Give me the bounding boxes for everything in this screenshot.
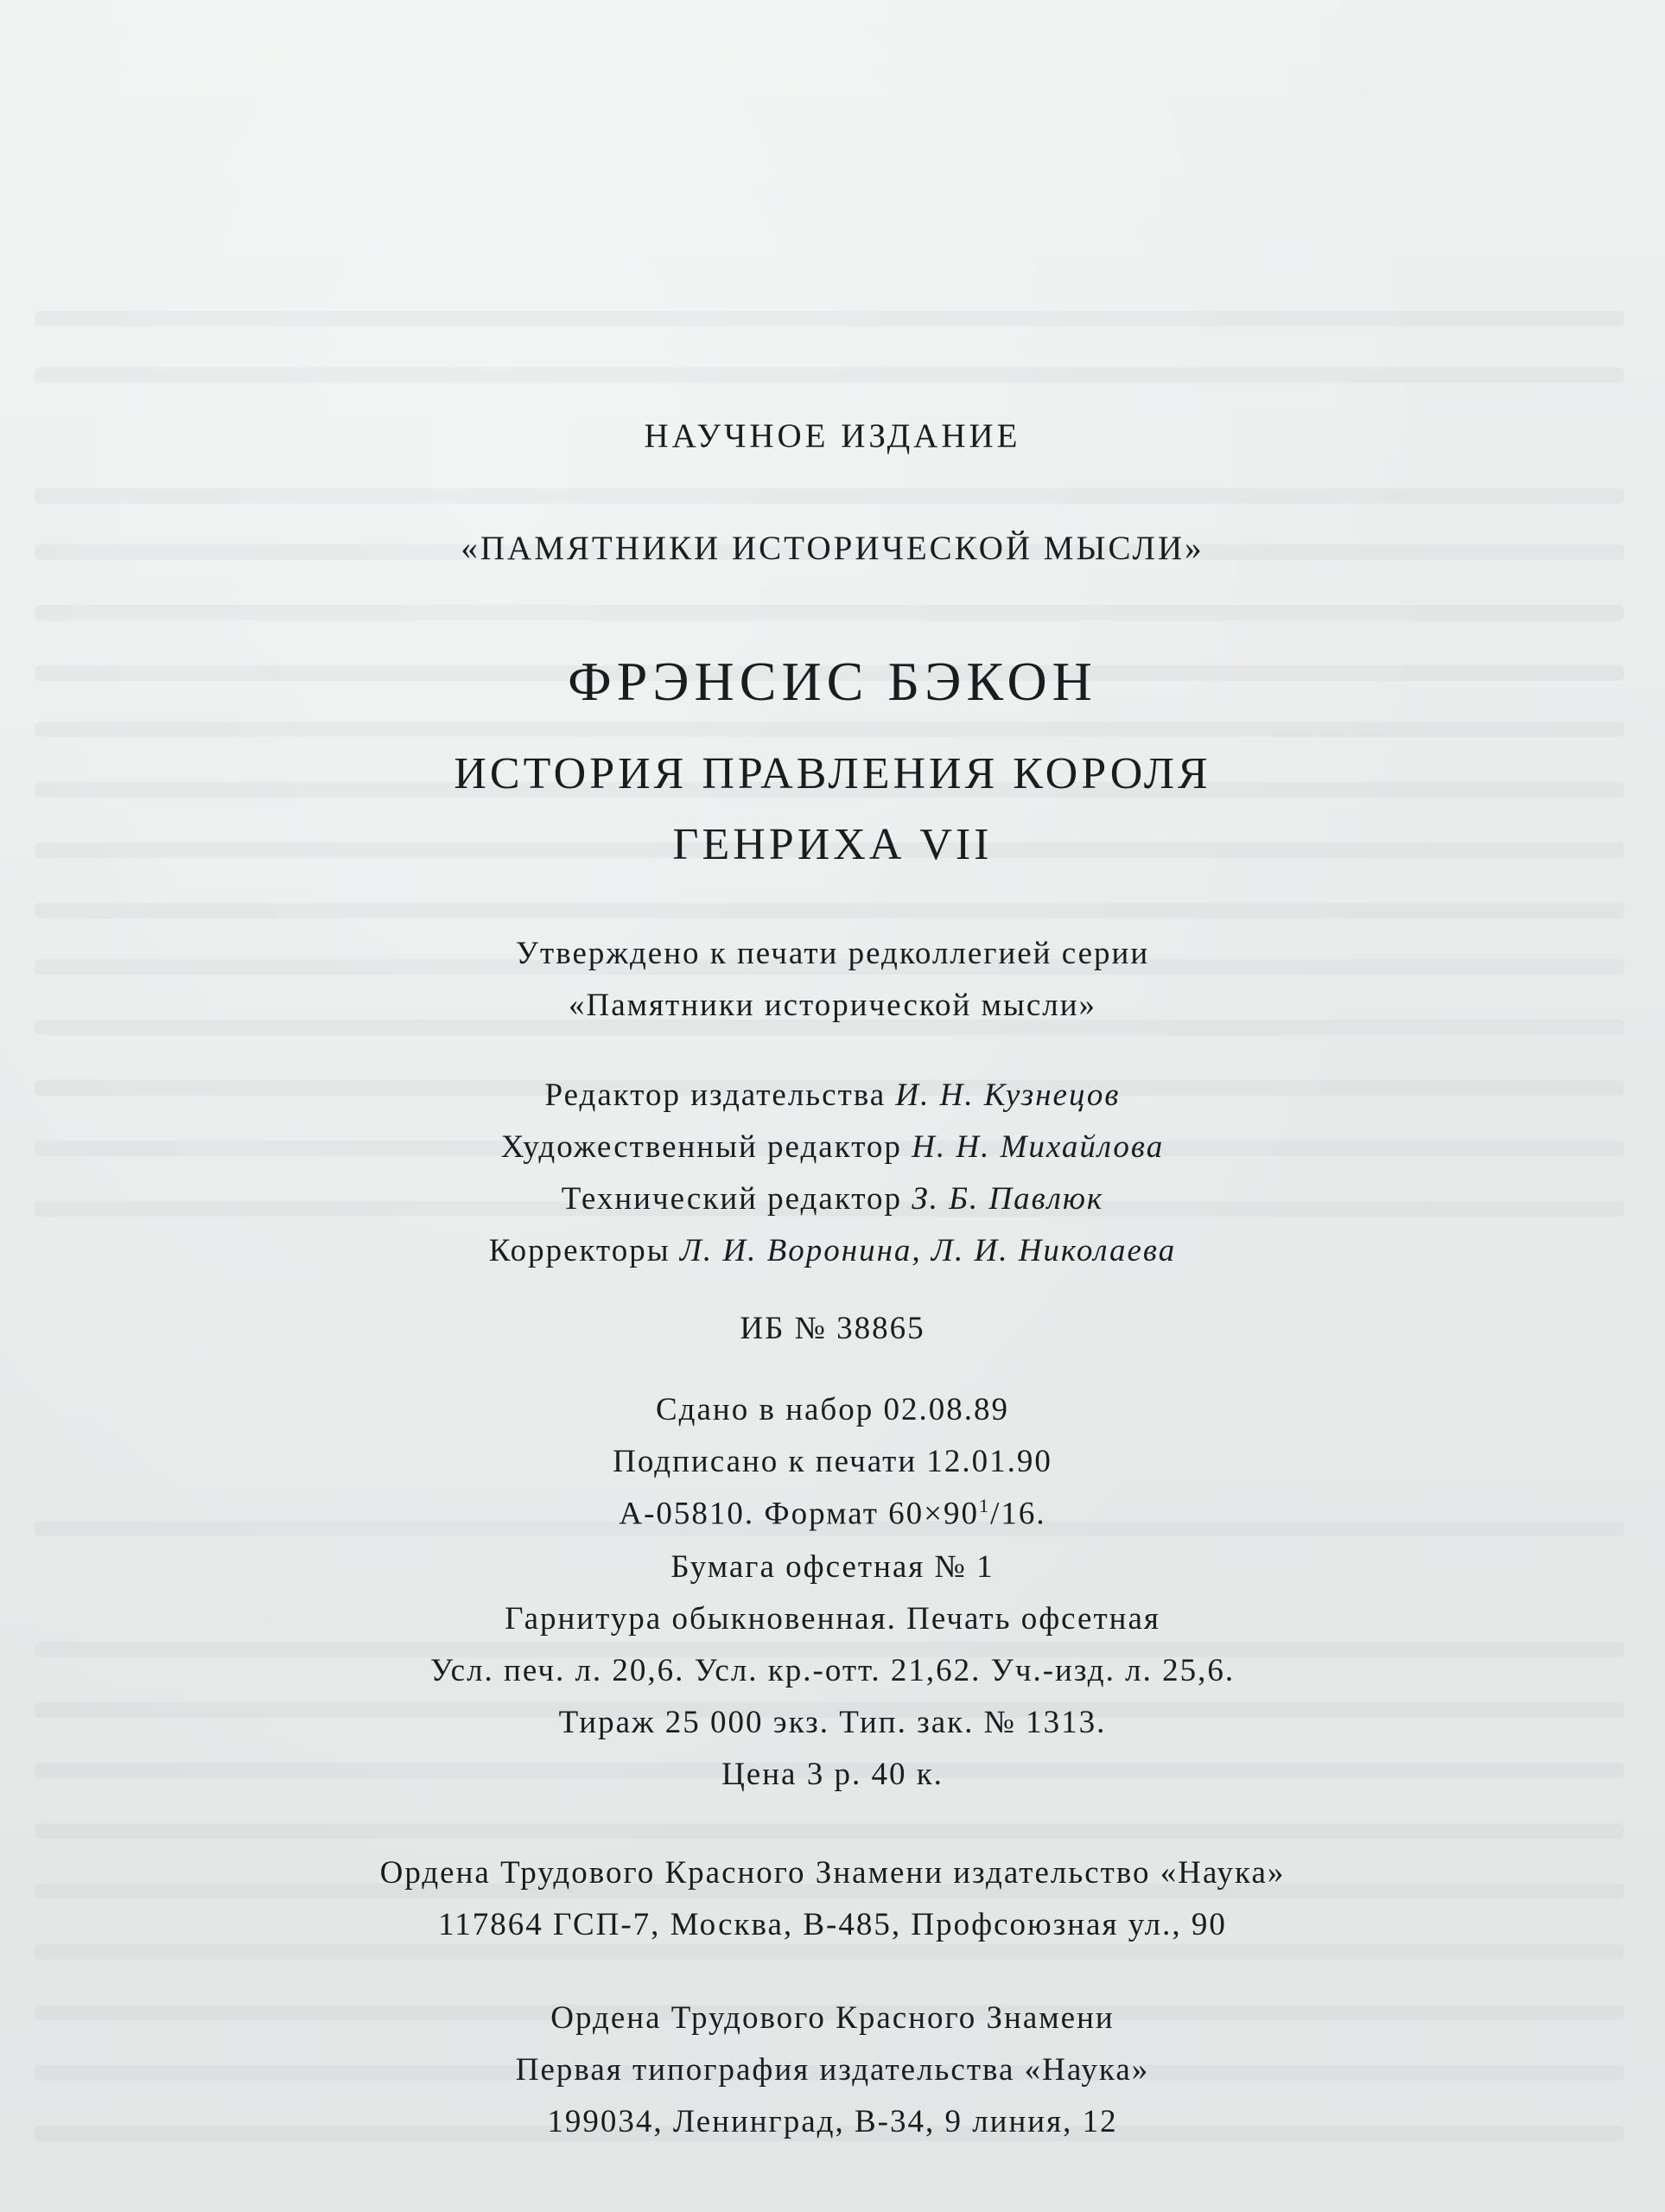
paper-type: Бумага офсетная № 1: [670, 1549, 995, 1585]
tech-editor-line: [0, 1180, 1665, 1217]
format-line: [0, 1495, 1665, 1532]
series-title: «ПАМЯТНИКИ ИСТОРИЧЕСКОЙ МЫСЛИ»: [461, 530, 1204, 567]
proofreaders-names: Л. И. Воронина, Л. И. Николаева: [679, 1233, 1177, 1268]
price: Цена 3 р. 40 к.: [721, 1757, 944, 1792]
approved-line2: «Памятники исторической мысли»: [568, 988, 1097, 1023]
print-run: Тираж 25 000 экз. Тип. зак. № 1313.: [558, 1705, 1107, 1740]
author-name: ФРЭНСИС БЭКОН: [568, 651, 1097, 712]
approved-line1: Утверждено к печати редколлегией серии: [515, 936, 1150, 971]
printer-name: Первая типография издательства «Наука»: [515, 2052, 1150, 2088]
proofreaders-line: [0, 1232, 1665, 1269]
format-suffix: /16.: [990, 1496, 1046, 1532]
editor-name: И. Н. Кузнецов: [895, 1077, 1121, 1113]
book-title-line1: ИСТОРИЯ ПРАВЛЕНИЯ КОРОЛЯ: [454, 749, 1211, 798]
signed-date: Подписано к печати 12.01.90: [613, 1444, 1052, 1479]
art-editor-role: Художественный редактор: [500, 1129, 902, 1165]
tech-editor-name: З. Б. Павлюк: [912, 1181, 1104, 1217]
art-editor-name: Н. Н. Михайлова: [912, 1129, 1165, 1165]
book-title-line2: ГЕНРИХА VII: [672, 820, 993, 869]
publisher-address: 117864 ГСП-7, Москва, В-485, Профсоюзная ул., 90: [438, 1907, 1227, 1942]
sheets-info: Усл. печ. л. 20,6. Усл. кр.-отт. 21,62. Уч.-изд. л. 25,6.: [429, 1653, 1236, 1688]
format-prefix: А-05810. Формат 60×90: [619, 1496, 979, 1532]
format-superscript: 1: [979, 1495, 991, 1516]
edition-type-label: НАУЧНОЕ ИЗДАНИЕ: [644, 417, 1021, 454]
typeface-info: Гарнитура обыкновенная. Печать офсетная: [505, 1601, 1160, 1637]
ib-number: ИБ № 38865: [740, 1311, 925, 1346]
proofreaders-role: Корректоры: [488, 1233, 670, 1268]
art-editor-line: [0, 1128, 1665, 1166]
publisher-name: Ордена Трудового Красного Знамени издательство «Наука»: [379, 1855, 1286, 1891]
editor-role: Редактор издательства: [544, 1077, 887, 1113]
printer-order: Ордена Трудового Красного Знамени: [550, 2000, 1115, 2036]
editor-line: [0, 1077, 1665, 1114]
typeset-date: Сдано в набор 02.08.89: [656, 1392, 1009, 1427]
tech-editor-role: Технический редактор: [561, 1181, 903, 1217]
printer-address: 199034, Ленинград, В-34, 9 линия, 12: [547, 2104, 1118, 2139]
